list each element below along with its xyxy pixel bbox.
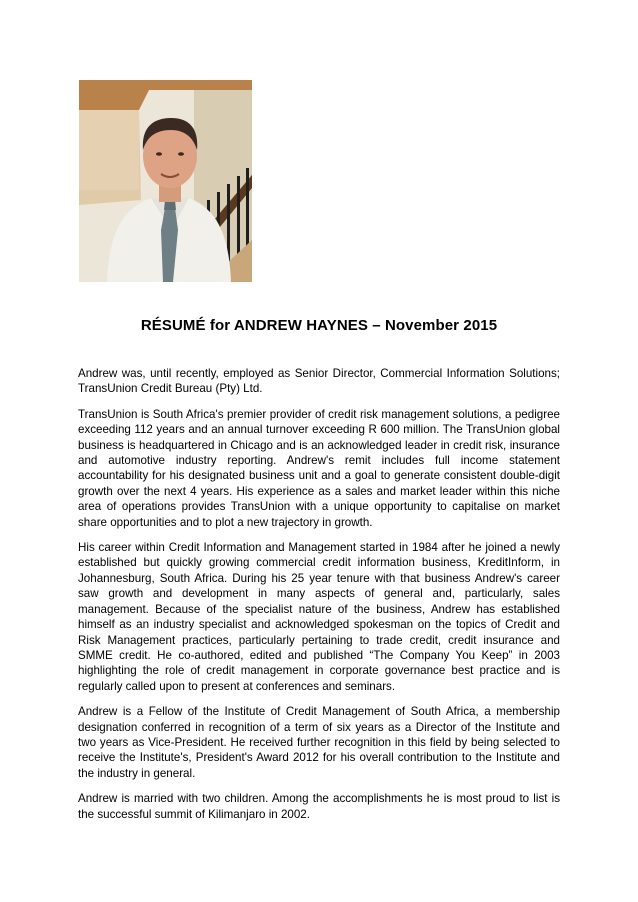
resume-title: RÉSUMÉ for ANDREW HAYNES – November 2015	[140, 317, 498, 334]
paragraph-transunion: TransUnion is South Africa's premier provider of credit risk management solutions, a pedigree exceeding 112 years and an annual turnover exceeding R 600 million. The TransUnion global business is headquartered in Chicago and is an acknowledged leader in credit risk, insurance and automotive industry reporting. Andrew's remit includes full income statement accountability for his designated business unit and a goal to generate consistent double-digit growth over the next 4 years. His experience as a sales and market leader within this niche area of operations provides TransUnion with a unique opportunity to capitalise on market share opportunities and to plot a new trajectory in growth.	[78, 407, 560, 529]
paragraph-career: His career within Credit Information and Management started in 1984 after he joined a newly established but quickly growing commercial credit information business, KreditInform, in Johannesburg, South Africa. During his 25 year tenure with that business Andrew's career saw growth and development in many aspects of general and, particularly, sales management. Because of the specialist nature of the business, Andrew has established himself as an industry specialist and acknowledged spokesman on the topics of Credit and Risk Management practices, particularly pertaining to trade credit, credit insurance and SMME credit. He co-authored, edited and published “The Company You Keep” in 2003 highlighting the role of credit management in corporate governance best practice and is regularly called upon to present at conferences and seminars.	[78, 541, 560, 693]
paragraph-employment: Andrew was, until recently, employed as Senior Director, Commercial Information Solutions; TransUnion Credit Bureau (Pty) Ltd.	[78, 367, 560, 396]
paragraph-personal: Andrew is married with two children. Among the accomplishments he is most proud to list is the successful summit of Kilimanjaro in 2002.	[78, 792, 560, 821]
portrait-photo	[79, 80, 252, 282]
paragraph-institute: Andrew is a Fellow of the Institute of Credit Management of South Africa, a membership designation conferred in recognition of a term of six years as a Director of the Institute and two years as Vice-President. He received further recognition in this field by being selected to receive the Institute's, President's Award 2012 for his overall contribution to the Institute and the industry in general.	[78, 705, 560, 780]
resume-body	[78, 366, 560, 832]
